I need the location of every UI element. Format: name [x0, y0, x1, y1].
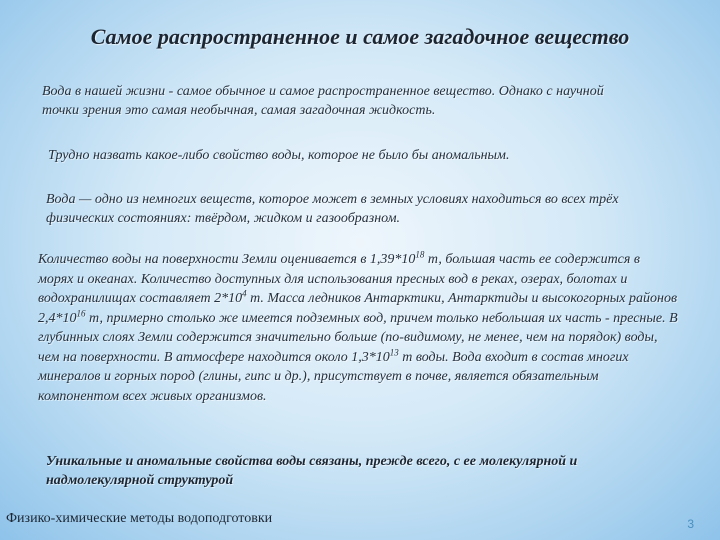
paragraph-anomalous: Трудно назвать какое-либо свойство воды, которое не было бы аномальным.	[48, 148, 510, 163]
quantity-text-d: т, примерно столько же имеется подземных вод, причем только небольшая их часть - пресные. В глубинных слоях Земли содержится значительно больше (по-видимому, не менее, чем на порядок) воды, чем на поверхности. В атмосфере находится около 1,3*10	[38, 310, 678, 365]
quantity-sup-d: 13	[389, 346, 399, 357]
quantity-text-b: т, большая часть ее содержится в морях и океанах. Количество доступных для использования пресных вод в реках, озерах, болотах и водохранилищах составляет 2*10	[38, 252, 640, 306]
quantity-sup-a: 18	[415, 249, 425, 260]
quantity-sup-b: 4	[242, 288, 247, 299]
quantity-text-c: т. Масса ледников Антарктики, Антарктиды и высокогорных районов 2,4*10	[38, 291, 678, 326]
page-number: 3	[687, 517, 694, 531]
quantity-text-a: Количество воды на поверхности Земли оценивается в 1,39*10	[38, 252, 416, 267]
paragraph-quantity	[38, 250, 678, 406]
paragraph-conclusion: Уникальные и аномальные свойства воды связаны, прежде всего, с ее молекулярной и надмолекулярной структурой	[46, 454, 578, 488]
slide-title: Самое распространенное и самое загадочное вещество	[90, 24, 630, 49]
paragraph-states: Вода — одно из немногих веществ, которое может в земных условиях находиться во всех трёх физических состояниях: твёрдом, жидком и газообразном.	[46, 192, 619, 226]
footer-text: Физико-химические методы водоподготовки	[6, 511, 273, 526]
quantity-text-e: т воды. Вода входит в состав многих минералов и горных пород (глины, гипс и др.), присутствует в почве, является обязательным компонентом всех живых организмов.	[38, 349, 629, 404]
quantity-sup-c: 16	[76, 307, 86, 318]
paragraph-intro: Вода в нашей жизни - самое обычное и самое распространенное вещество. Однако с научной точки зрения это самая необычная, самая загадочная жидкость.	[42, 84, 604, 118]
